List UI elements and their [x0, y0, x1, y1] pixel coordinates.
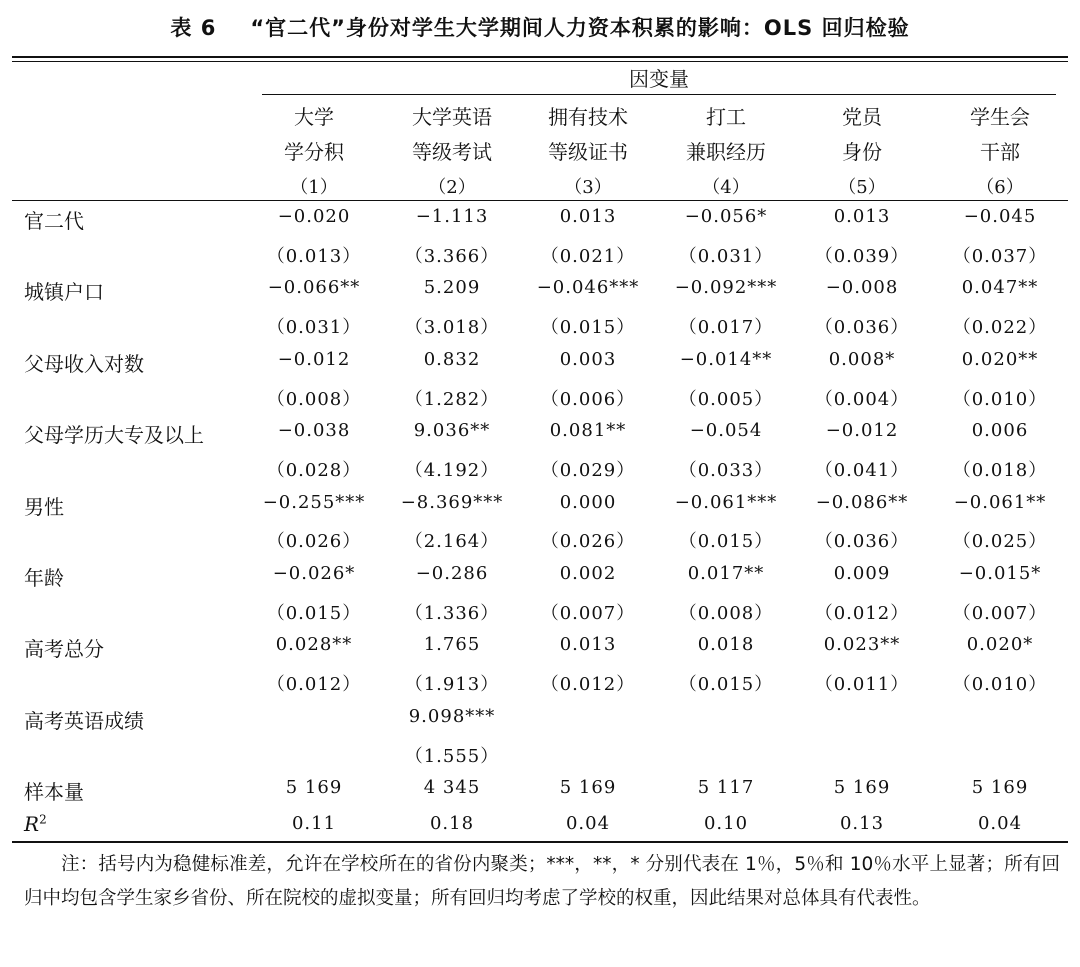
- table-cell: （0.031）: [266, 317, 362, 339]
- table-cell: （0.007）: [540, 602, 636, 624]
- table-cell: （0.015）: [266, 602, 362, 624]
- table-cell: 0.18: [429, 812, 475, 834]
- table-cell: −0.066**: [267, 277, 361, 299]
- table-cell: （2.164）: [404, 531, 500, 553]
- column-header-line1: 大学: [294, 105, 334, 129]
- coefficient-row: [0, 201, 1080, 237]
- table-note: 注：括号内为稳健标准差，允许在学校所在的省份内聚类；***，**，* 分别代表在 1％，5％和 10％水平上显著；所有回归中均包含学生家乡省份、所在院校的虚拟变量；所有回归均考虑了学校的权重，因此结果对总体具有代表性。: [24, 854, 1060, 909]
- table-cell: 0.023**: [823, 634, 901, 656]
- table-cell: 5.209: [423, 277, 481, 299]
- table-cell: 0.008*: [828, 348, 896, 370]
- table-cell: −0.061***: [674, 491, 778, 513]
- coefficient-row: [0, 629, 1080, 665]
- table-cell: 0.013: [559, 206, 617, 227]
- table-cell: 0.04: [977, 812, 1023, 834]
- table-cell: （0.041）: [814, 459, 910, 481]
- table-cell: 0.020**: [961, 348, 1039, 370]
- column-header-line1: 党员: [842, 105, 882, 129]
- table-cell: （0.012）: [814, 602, 910, 624]
- sample-size-row: [0, 772, 1080, 808]
- table-cell: −0.015*: [958, 563, 1042, 584]
- row-label: 城镇户口: [24, 280, 104, 305]
- table-cell: （0.008）: [678, 602, 774, 624]
- table-cell: 9.036**: [413, 420, 491, 442]
- coefficient-row: [0, 344, 1080, 380]
- table-cell: −0.286: [415, 563, 489, 584]
- table-cell: −0.086**: [815, 491, 909, 513]
- column-header-line2: 等级考试: [412, 140, 492, 164]
- table-cell: （0.017）: [678, 317, 774, 339]
- table-cell: 0.028**: [275, 634, 353, 656]
- table-cell: （0.028）: [266, 459, 362, 481]
- table-cell: （0.031）: [678, 245, 774, 267]
- table-cell: （0.039）: [814, 245, 910, 267]
- table-title-text: “官二代”身份对学生大学期间人力资本积累的影响：OLS 回归检验: [250, 16, 910, 40]
- table-cell: （0.013）: [266, 245, 362, 267]
- column-header-index: （6）: [976, 177, 1024, 198]
- row-label: 父母收入对数: [24, 351, 144, 376]
- table-cell: 4 345: [423, 777, 481, 799]
- table-cell: （0.015）: [540, 317, 636, 339]
- table-cell: 0.10: [703, 812, 749, 834]
- table-cell: （1.282）: [404, 388, 500, 410]
- table-cell: （0.015）: [678, 674, 774, 696]
- table-cell: （0.026）: [266, 531, 362, 553]
- standard-error-row: [0, 237, 1080, 273]
- table-cell: −0.012: [277, 348, 351, 370]
- column-header-line2: 身份: [842, 140, 882, 164]
- table-cell: （3.018）: [404, 317, 500, 339]
- table-cell: （0.036）: [814, 317, 910, 339]
- table-cell: 5 169: [559, 777, 617, 799]
- table-cell: （4.192）: [404, 459, 500, 481]
- coefficient-row: [0, 558, 1080, 594]
- column-header-line1: 大学英语: [412, 105, 492, 129]
- table-cell: （0.015）: [678, 531, 774, 553]
- table-cell: 9.098***: [408, 705, 496, 727]
- dependent-variable-header: 因变量: [629, 67, 689, 91]
- table-cell: −0.038: [277, 420, 351, 442]
- table-cell: 0.017**: [687, 563, 765, 584]
- table-cell: −0.014**: [679, 348, 773, 370]
- table-cell: （0.010）: [952, 674, 1048, 696]
- table-cell: −0.012: [825, 420, 899, 442]
- standard-error-row: [0, 451, 1080, 487]
- table-cell: −0.045: [963, 206, 1037, 227]
- column-header-line1: 拥有技术: [548, 105, 628, 129]
- column-header-line2: 兼职经历: [686, 140, 766, 164]
- table-cell: −0.061**: [953, 491, 1047, 513]
- row-label: 高考总分: [24, 637, 104, 662]
- column-header: [246, 100, 382, 205]
- table-cell: （1.913）: [404, 674, 500, 696]
- table-cell: （0.018）: [952, 459, 1048, 481]
- row-label-superscript: 2: [39, 812, 47, 827]
- column-header-line2: 等级证书: [548, 140, 628, 164]
- standard-error-row: [0, 737, 1080, 773]
- table-cell: −0.008: [825, 277, 899, 299]
- standard-error-row: [0, 594, 1080, 630]
- table-cell: 0.11: [291, 812, 337, 834]
- table-cell: −0.255***: [262, 491, 366, 513]
- table-cell: −0.092***: [674, 277, 778, 299]
- table-cell: （0.012）: [540, 674, 636, 696]
- table-cell: −8.369***: [400, 491, 504, 513]
- column-header-index: （2）: [428, 177, 476, 198]
- column-header-index: （1）: [290, 177, 338, 198]
- table-cell: 1.765: [423, 634, 481, 656]
- r-squared-row: [0, 808, 1080, 844]
- row-label: 样本量: [24, 780, 84, 805]
- table-title: [0, 12, 1080, 42]
- coefficient-row: [0, 415, 1080, 451]
- table-cell: −1.113: [415, 206, 489, 227]
- column-header: [520, 100, 656, 205]
- standard-error-row: [0, 380, 1080, 416]
- table-cell: −0.020: [277, 206, 351, 227]
- table-number: 表 6: [170, 16, 217, 40]
- table-cell: （0.033）: [678, 459, 774, 481]
- table-cell: （0.004）: [814, 388, 910, 410]
- standard-error-row: [0, 308, 1080, 344]
- column-header-line2: 学分积: [284, 140, 344, 164]
- table-cell: （0.005）: [678, 388, 774, 410]
- header-subrule: [262, 94, 1056, 95]
- table-cell: 0.04: [565, 812, 611, 834]
- table-cell: （0.010）: [952, 388, 1048, 410]
- table-cell: 0.013: [833, 206, 891, 227]
- table-cell: （0.029）: [540, 459, 636, 481]
- table-cell: 5 169: [285, 777, 343, 799]
- table-cell: 0.832: [423, 348, 481, 370]
- row-label: 高考英语成绩: [24, 708, 144, 733]
- row-label: 年龄: [24, 566, 64, 590]
- table-cell: 0.047**: [961, 277, 1039, 299]
- row-label: 官二代: [24, 209, 84, 233]
- table-cell: （0.008）: [266, 388, 362, 410]
- table-cell: （0.025）: [952, 531, 1048, 553]
- table-cell: （0.026）: [540, 531, 636, 553]
- top-rule: [12, 56, 1068, 58]
- table-cell: 0.000: [559, 491, 617, 513]
- column-header-index: （5）: [838, 177, 886, 198]
- column-header: [658, 100, 794, 205]
- table-cell: 0.009: [833, 563, 891, 584]
- coefficient-row: [0, 487, 1080, 523]
- column-header-index: （3）: [564, 177, 612, 198]
- table-cell: 0.081**: [549, 420, 627, 442]
- table-cell: 0.003: [559, 348, 617, 370]
- table-cell: −0.026*: [272, 563, 356, 584]
- standard-error-row: [0, 665, 1080, 701]
- table-cell: （1.336）: [404, 602, 500, 624]
- coefficient-row: [0, 701, 1080, 737]
- column-header: [794, 100, 930, 205]
- table-cell: 0.13: [839, 812, 885, 834]
- column-header-line1: 打工: [706, 105, 746, 129]
- table-cell: （0.011）: [814, 674, 910, 696]
- table-cell: （0.007）: [952, 602, 1048, 624]
- table-cell: （0.022）: [952, 317, 1048, 339]
- row-label: 男性: [24, 494, 64, 519]
- table-cell: （0.036）: [814, 531, 910, 553]
- table-cell: 0.002: [559, 563, 617, 584]
- coefficient-row: [0, 272, 1080, 308]
- table-cell: （0.021）: [540, 245, 636, 267]
- table-cell: 5 169: [971, 777, 1029, 799]
- column-header: [932, 100, 1068, 205]
- top-rule-thin: [12, 61, 1068, 62]
- table-cell: −0.046***: [536, 277, 640, 299]
- table-cell: 0.018: [697, 634, 755, 656]
- column-header-index: （4）: [702, 177, 750, 198]
- row-label: $R^2$: [24, 811, 47, 836]
- column-header-line1: 学生会: [970, 105, 1030, 129]
- table-cell: −0.054: [689, 420, 763, 442]
- table-cell: （0.037）: [952, 245, 1048, 267]
- table-cell: 5 169: [833, 777, 891, 799]
- table-cell: （0.012）: [266, 674, 362, 696]
- column-header-line2: 干部: [980, 140, 1020, 164]
- column-header: [384, 100, 520, 205]
- table-cell: （1.555）: [404, 745, 500, 767]
- table-cell: 5 117: [697, 777, 755, 799]
- standard-error-row: [0, 522, 1080, 558]
- table-cell: 0.020*: [966, 634, 1034, 656]
- table-cell: −0.056*: [684, 206, 768, 227]
- table-cell: 0.006: [971, 420, 1029, 442]
- table-cell: 0.013: [559, 634, 617, 656]
- row-label: 父母学历大专及以上: [24, 423, 204, 448]
- table-cell: （0.006）: [540, 388, 636, 410]
- bottom-rule: [12, 841, 1068, 843]
- table-cell: （3.366）: [404, 245, 500, 267]
